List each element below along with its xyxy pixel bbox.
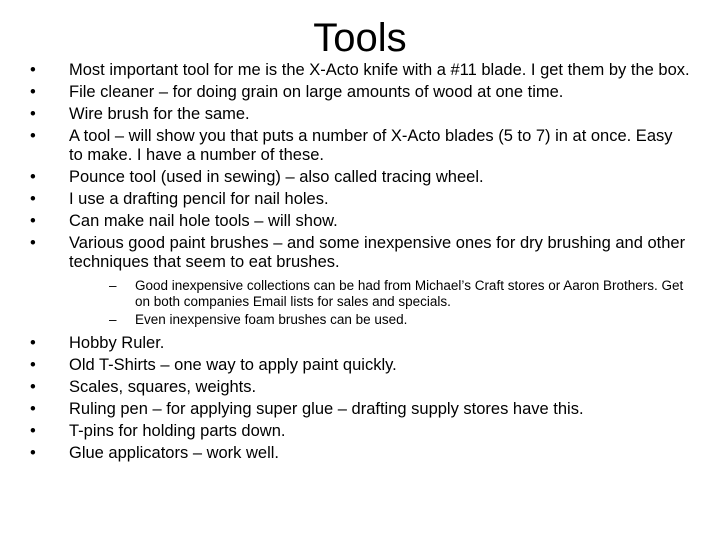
- bullet-item: [30, 127, 690, 165]
- bullet-text: Can make nail hole tools – will show.: [69, 212, 338, 230]
- bullet-item: [30, 334, 690, 353]
- bullet-item: [30, 212, 690, 231]
- bullet-text: Old T-Shirts – one way to apply paint quickly.: [69, 356, 397, 374]
- sub-bullet-list: [69, 278, 690, 328]
- bullet-item: [30, 444, 690, 463]
- slide-title-text: Tools: [313, 16, 407, 60]
- bullet-text: Various good paint brushes – and some inexpensive ones for dry brushing and other techniques that seem to eat brushes.: [69, 234, 686, 271]
- bullet-text: Pounce tool (used in sewing) – also called tracing wheel.: [69, 168, 484, 186]
- slide-body: [30, 61, 690, 466]
- bullet-icon: •: [30, 356, 36, 374]
- bullet-icon: •: [30, 234, 36, 252]
- bullet-text: I use a drafting pencil for nail holes.: [69, 190, 329, 208]
- bullet-text: T-pins for holding parts down.: [69, 422, 286, 440]
- bullet-icon: •: [30, 190, 36, 208]
- bullet-icon: •: [30, 105, 36, 123]
- bullet-text: Hobby Ruler.: [69, 334, 165, 352]
- bullet-text: File cleaner – for doing grain on large amounts of wood at one time.: [69, 83, 564, 101]
- bullet-item: [30, 83, 690, 102]
- bullet-text: Most important tool for me is the X-Acto knife with a #11 blade. I get them by the box.: [69, 61, 690, 79]
- bullet-icon: •: [30, 422, 36, 440]
- bullet-icon: •: [30, 378, 36, 396]
- sub-bullet-item: [69, 278, 690, 310]
- bullet-item: [30, 190, 690, 209]
- bullet-icon: •: [30, 400, 36, 418]
- dash-icon: –: [109, 312, 117, 327]
- bullet-item: [30, 378, 690, 397]
- bullet-item: [30, 422, 690, 441]
- bullet-list-top: [30, 61, 690, 463]
- bullet-item: [30, 61, 690, 80]
- bullet-item: [30, 234, 690, 328]
- bullet-icon: •: [30, 444, 36, 462]
- bullet-icon: •: [30, 334, 36, 352]
- bullet-text: Wire brush for the same.: [69, 105, 250, 123]
- bullet-text: A tool – will show you that puts a number of X-Acto blades (5 to 7) in at once. Easy to make. I have a number of these.: [69, 127, 673, 164]
- bullet-icon: •: [30, 212, 36, 230]
- sub-bullet-text: Even inexpensive foam brushes can be used.: [135, 312, 408, 327]
- bullet-icon: •: [30, 168, 36, 186]
- slide-title: [0, 14, 720, 62]
- sub-bullet-item: [69, 312, 690, 328]
- bullet-icon: •: [30, 127, 36, 145]
- bullet-item: [30, 105, 690, 124]
- dash-icon: –: [109, 278, 117, 293]
- bullet-text: Glue applicators – work well.: [69, 444, 280, 462]
- bullet-icon: •: [30, 83, 36, 101]
- bullet-text: Ruling pen – for applying super glue – drafting supply stores have this.: [69, 400, 584, 418]
- bullet-item: [30, 400, 690, 419]
- bullet-icon: •: [30, 61, 36, 79]
- bullet-item: [30, 356, 690, 375]
- bullet-text: Scales, squares, weights.: [69, 378, 257, 396]
- sub-bullet-text: Good inexpensive collections can be had from Michael’s Craft stores or Aaron Brothers. Get on both companies Email lists for sales and specials.: [135, 278, 684, 309]
- bullet-item: [30, 168, 690, 187]
